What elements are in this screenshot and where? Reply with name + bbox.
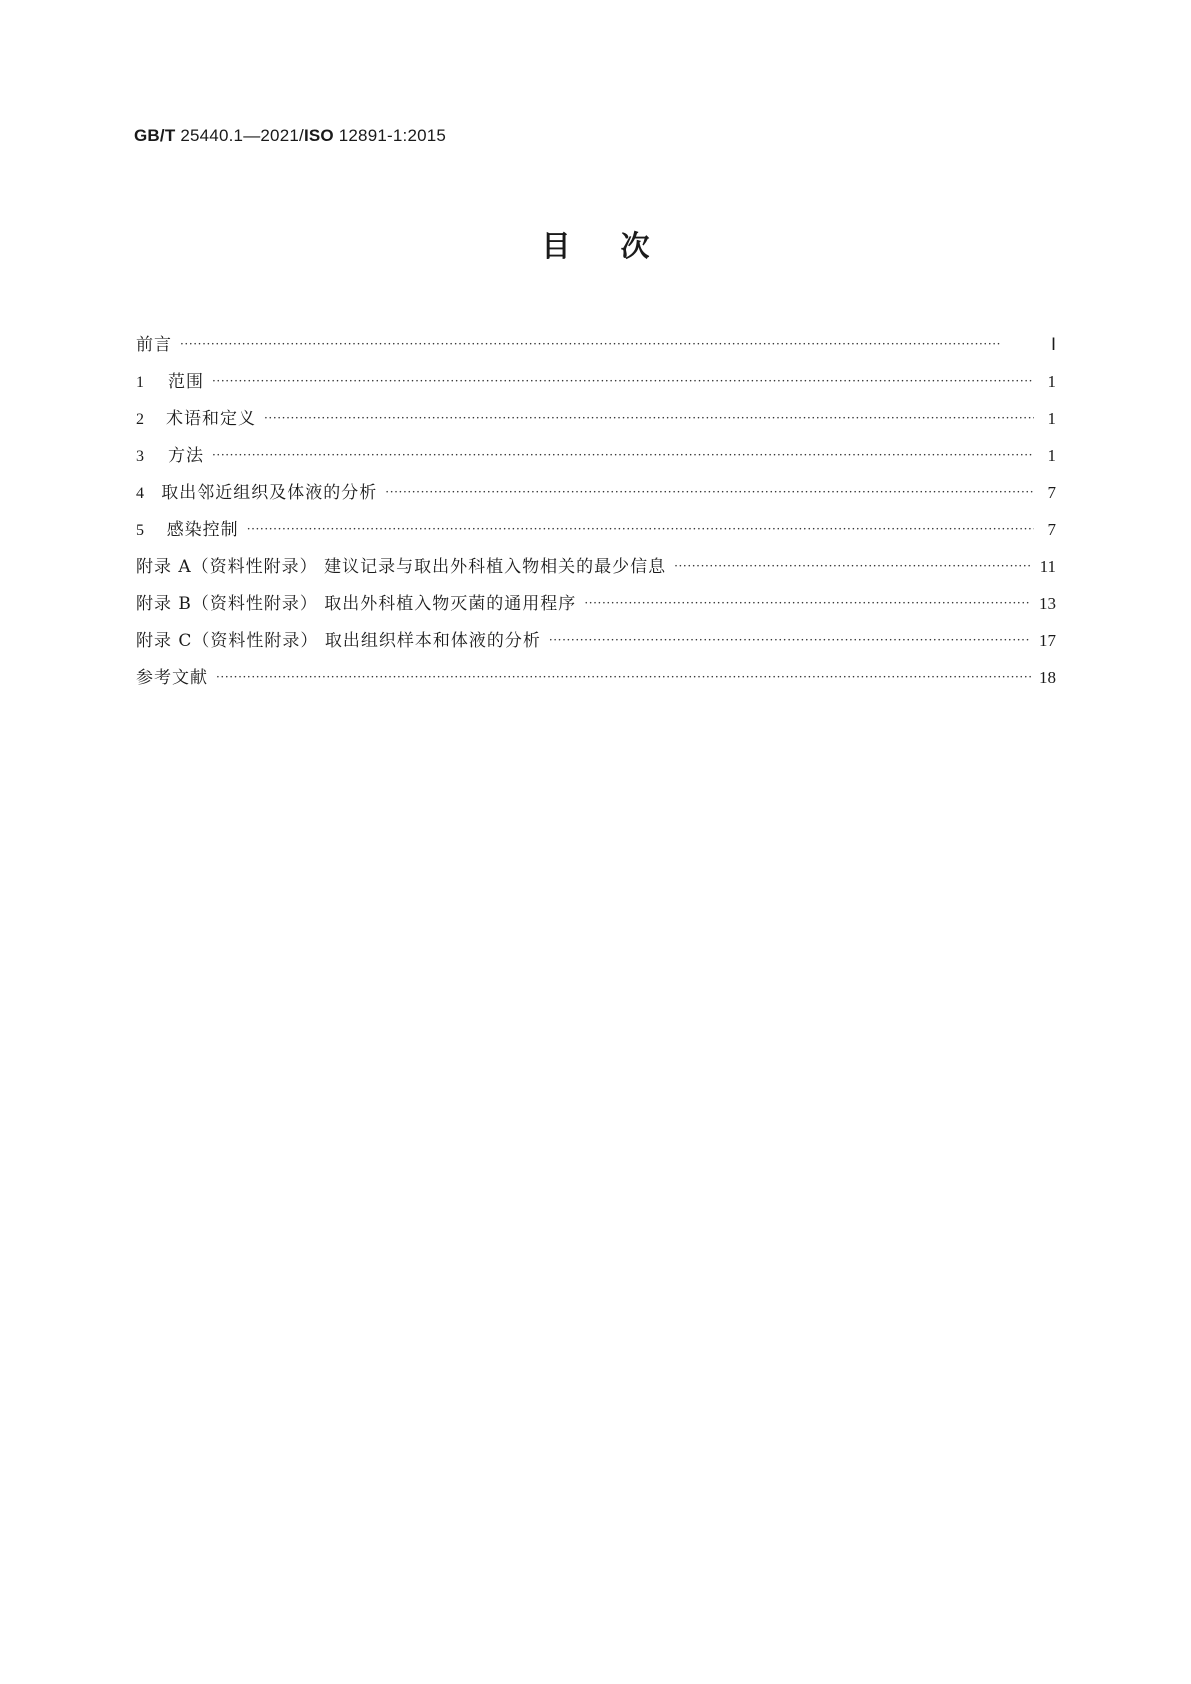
- toc-page-number: 11: [1039, 557, 1056, 576]
- toc-leader: [385, 474, 1034, 511]
- toc-label: 范围: [168, 372, 204, 392]
- toc-page-number: 1: [1047, 372, 1056, 391]
- toc-leader: [212, 363, 1034, 400]
- standard-code: [134, 126, 446, 146]
- toc-leader: [674, 548, 1032, 585]
- toc-item-annex-c[interactable]: [136, 622, 1056, 659]
- toc-leader: [180, 326, 1034, 363]
- toc-section-number: 3: [136, 448, 144, 465]
- toc-page-number: Ⅰ: [1050, 335, 1056, 354]
- toc-label: 感染控制: [166, 520, 239, 540]
- iso-prefix: ISO: [303, 126, 334, 145]
- toc-leader: [584, 585, 1031, 622]
- toc-label: 附录 A（资料性附录） 建议记录与取出外科植入物相关的最少信息: [136, 557, 667, 577]
- toc-section-number: 1: [136, 374, 144, 391]
- toc-leader: [216, 659, 1031, 696]
- table-of-contents: [136, 326, 1056, 696]
- toc-page-number: 13: [1039, 594, 1056, 613]
- standard-number: 25440.1—2021/: [175, 126, 304, 145]
- toc-page-number: 17: [1039, 631, 1056, 650]
- toc-label: 附录 B（资料性附录） 取出外科植入物灭菌的通用程序: [136, 594, 577, 614]
- toc-label: 前言: [136, 335, 172, 355]
- toc-label: 附录 C（资料性附录） 取出组织样本和体液的分析: [136, 631, 541, 651]
- toc-item-annex-a[interactable]: [136, 548, 1056, 585]
- toc-section-number: 5: [136, 522, 144, 539]
- toc-item-scope[interactable]: [136, 363, 1056, 400]
- toc-item-infection-control[interactable]: [136, 511, 1056, 548]
- toc-page-number: 1: [1047, 446, 1056, 465]
- toc-section-number: 4: [136, 485, 144, 502]
- toc-item-terms[interactable]: [136, 400, 1056, 437]
- toc-label: 术语和定义: [166, 409, 257, 429]
- iso-number: 12891-1:2015: [333, 126, 447, 145]
- standard-prefix: GB/T: [134, 126, 176, 145]
- toc-item-methods[interactable]: [136, 437, 1056, 474]
- toc-item-bibliography[interactable]: [136, 659, 1056, 696]
- toc-leader: [264, 400, 1034, 437]
- page-title: 目次: [541, 229, 700, 263]
- toc-page-number: 7: [1047, 520, 1056, 539]
- toc-leader: [212, 437, 1034, 474]
- toc-label: 参考文献: [136, 668, 208, 688]
- toc-page-number: 18: [1039, 668, 1056, 687]
- toc-leader: [247, 511, 1034, 548]
- toc-item-annex-b[interactable]: [136, 585, 1056, 622]
- toc-leader: [549, 622, 1031, 659]
- toc-section-number: 2: [136, 411, 144, 428]
- toc-label: 取出邻近组织及体液的分析: [161, 483, 378, 503]
- toc-page-number: 1: [1047, 409, 1056, 428]
- toc-label: 方法: [168, 446, 204, 466]
- toc-item-tissue-analysis[interactable]: [136, 474, 1056, 511]
- toc-item-foreword[interactable]: [136, 326, 1056, 363]
- toc-page-number: 7: [1047, 483, 1056, 502]
